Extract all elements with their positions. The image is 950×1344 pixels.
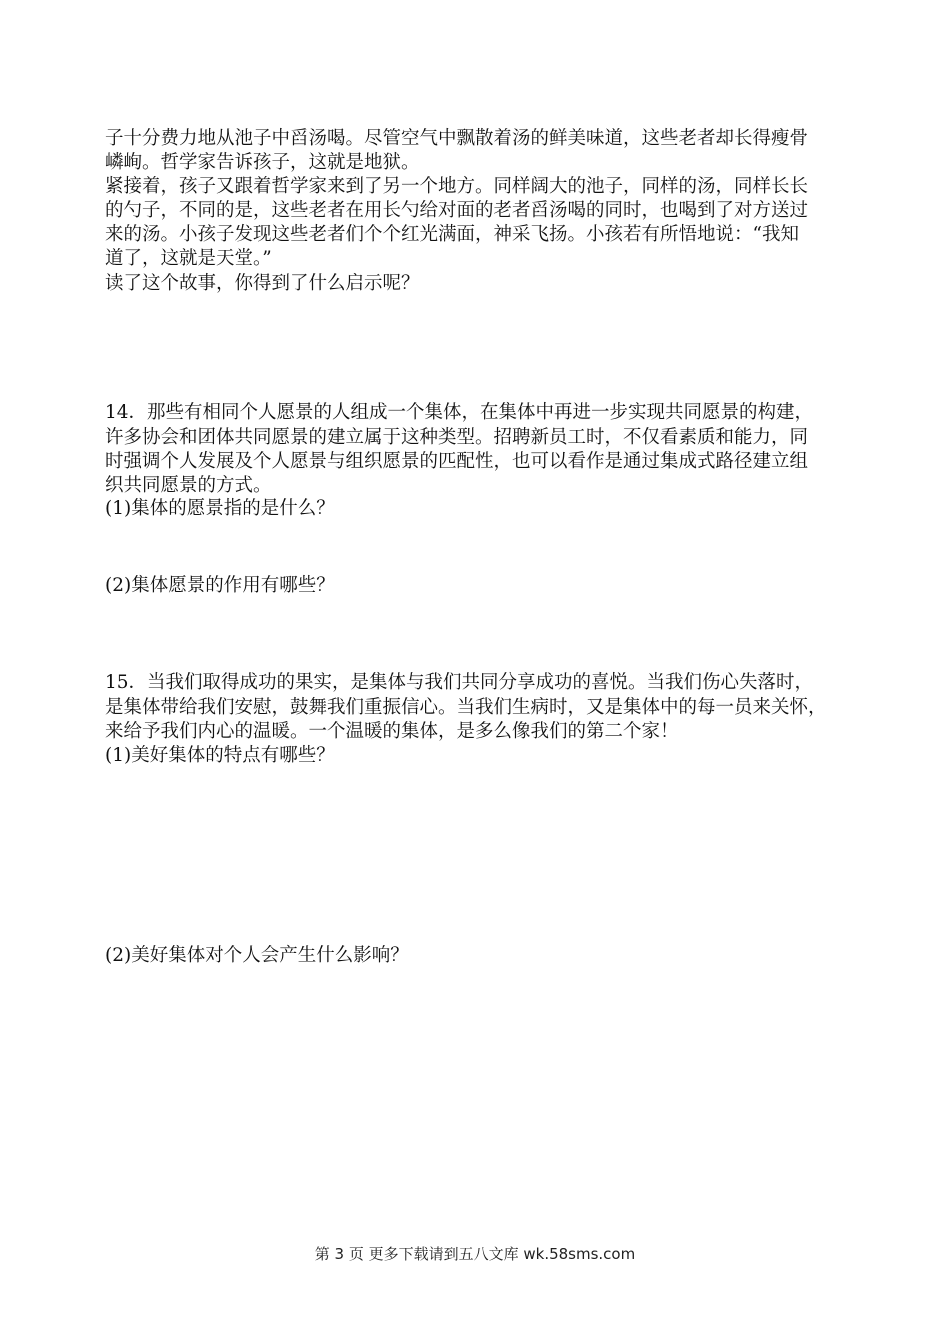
question-15-sub-1: (1)美好集体的特点有哪些？ <box>105 745 335 766</box>
page-footer: 第 3 页 更多下载请到五八文库 wk.58sms.com <box>314 1245 636 1263</box>
story-line: 子十分费力地从池子中舀汤喝。尽管空气中飘散着汤的鲜美味道，这些老者却长得瘦骨 <box>105 128 809 149</box>
story-question: 读了这个故事，你得到了什么启示呢？ <box>105 273 420 294</box>
story-line: 紧接着，孩子又跟着哲学家来到了另一个地方。同样阔大的池子，同样的汤，同样长长 <box>105 176 809 197</box>
question-14-line: 织共同愿景的方式。 <box>105 475 272 496</box>
question-15-line: 来给予我们内心的温暖。一个温暖的集体，是多么像我们的第二个家！ <box>105 721 679 742</box>
question-15-line: 15．当我们取得成功的果实，是集体与我们共同分享成功的喜悦。当我们伤心失落时， <box>105 672 814 693</box>
question-15-line: 是集体带给我们安慰，鼓舞我们重振信心。当我们生病时，又是集体中的每一员来关怀， <box>105 697 827 718</box>
question-15-sub-2: (2)美好集体对个人会产生什么影响？ <box>105 945 409 966</box>
question-14-line: 时强调个人发展及个人愿景与组织愿景的匹配性，也可以看作是通过集成式路径建立组 <box>105 451 809 472</box>
question-14-sub-1: (1)集体的愿景指的是什么？ <box>105 498 335 519</box>
story-line: 道了，这就是天堂。” <box>105 248 272 269</box>
question-14-line: 14．那些有相同个人愿景的人组成一个集体，在集体中再进一步实现共同愿景的构建， <box>105 402 814 423</box>
story-line: 来的汤。小孩子发现这些老者们个个红光满面，神采飞扬。小孩若有所悟地说：“我知 <box>105 224 799 245</box>
story-line: 嶙峋。哲学家告诉孩子，这就是地狱。 <box>105 152 420 173</box>
story-line: 的勺子，不同的是，这些老者在用长勺给对面的老者舀汤喝的同时，也喝到了对方送过 <box>105 200 809 221</box>
question-14-line: 许多协会和团体共同愿景的建立属于这种类型。招聘新员工时，不仅看素质和能力，同 <box>105 427 809 448</box>
question-14-sub-2: (2)集体愿景的作用有哪些？ <box>105 575 335 596</box>
